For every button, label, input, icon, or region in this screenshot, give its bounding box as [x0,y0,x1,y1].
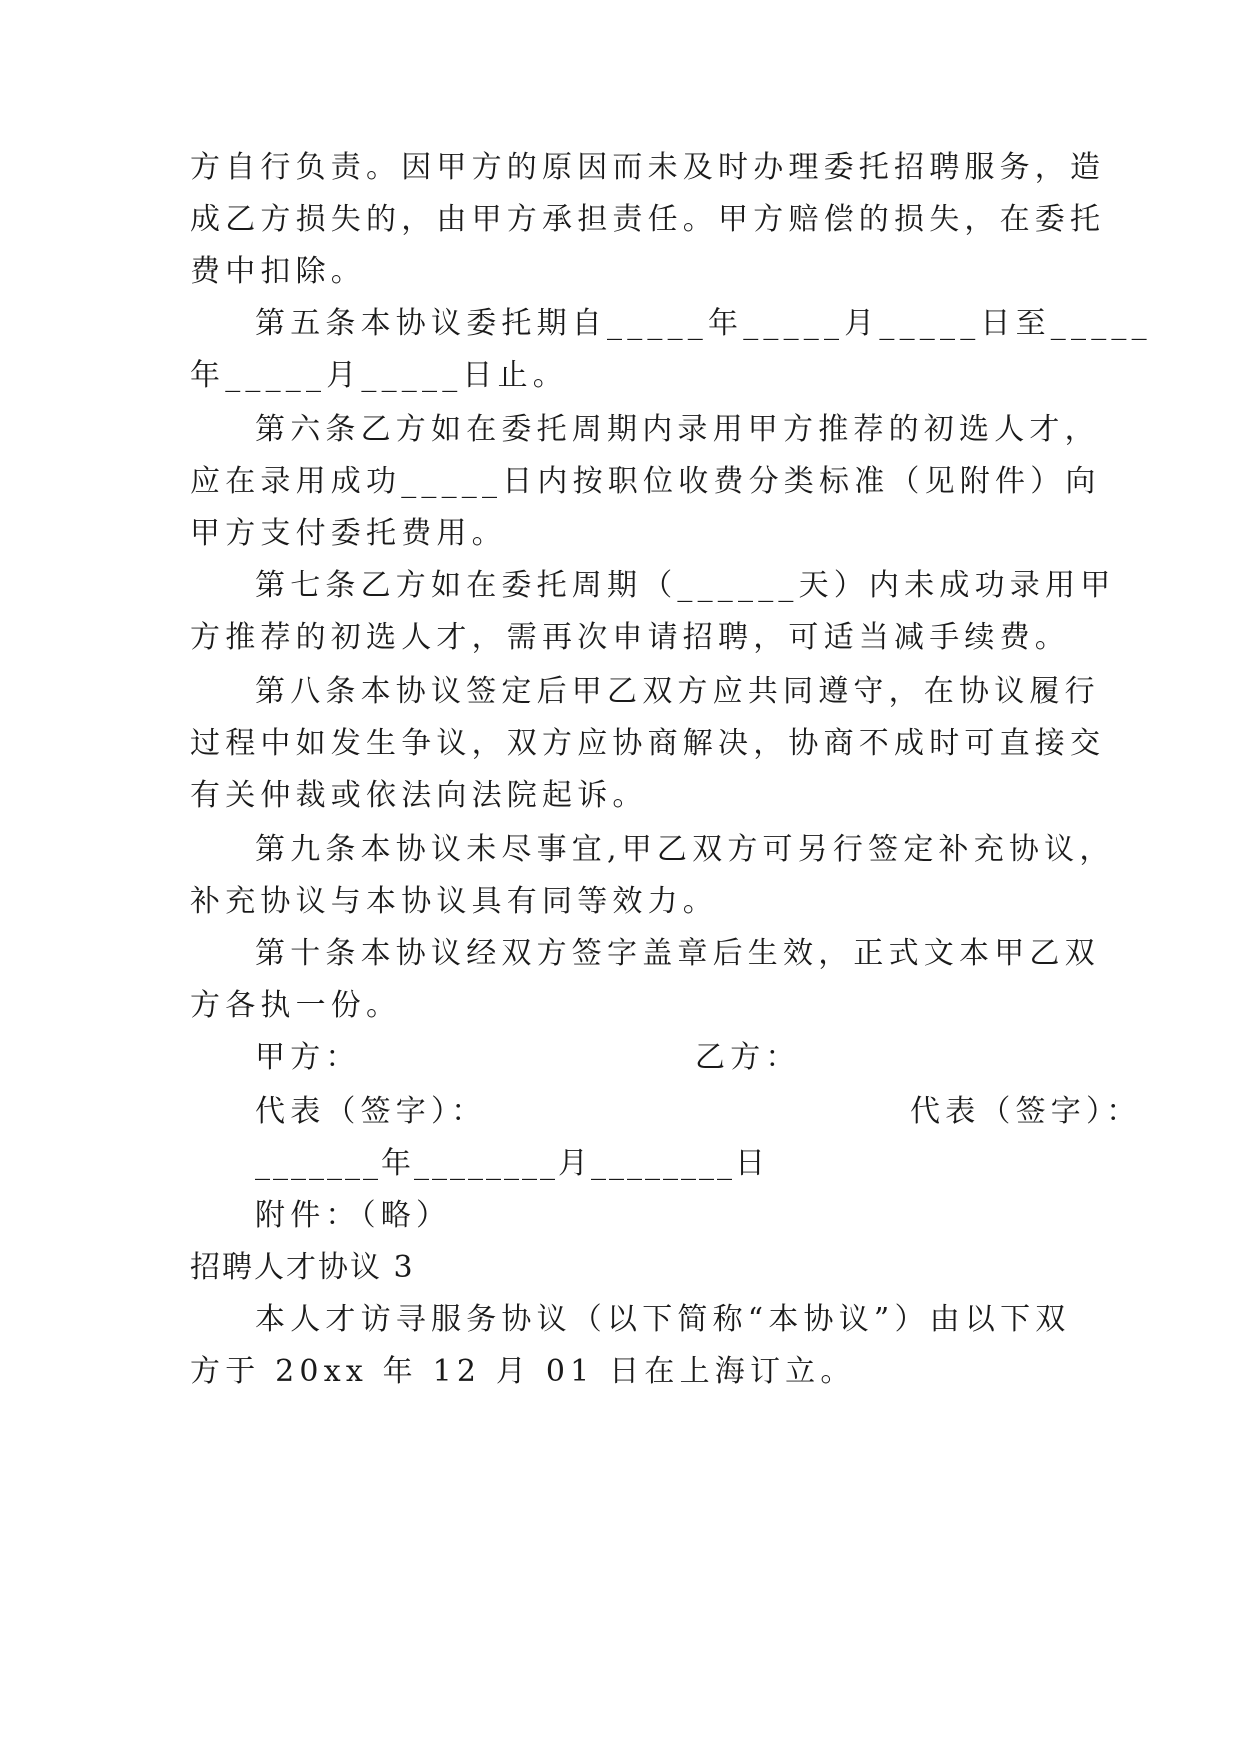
clause-9-line: 第九条本协议未尽事宜,甲乙双方可另行签定补充协议， [255,832,1115,867]
paragraph-line: 成乙方损失的，由甲方承担责任。甲方赔偿的损失，在委托 [190,202,1106,237]
clause-7-line: 方推荐的初选人才，需再次申请招聘，可适当减手续费。 [190,620,1070,655]
section-title: 招聘人才协议 3 [190,1250,415,1285]
section-3-intro-line: 方于 20xx 年 12 月 01 日在上海订立。 [190,1354,856,1389]
rep-a-label: 代表（签字）： [255,1094,487,1129]
clause-5-line: 年_____月_____日止。 [190,358,568,393]
signature-date: _______年________月________日 [255,1146,768,1181]
clause-8-line: 有关仲裁或依法向法院起诉。 [190,778,648,813]
clause-6-line: 甲方支付委托费用。 [190,516,507,551]
clause-6-line: 应在录用成功_____日内按职位收费分类标准（见附件）向 [190,464,1101,499]
clause-8-line: 第八条本协议签定后甲乙双方应共同遵守，在协议履行 [255,674,1100,709]
clause-8-line: 过程中如发生争议，双方应协商解决，协商不成时可直接交 [190,726,1106,761]
paragraph-line: 费中扣除。 [190,254,366,289]
rep-b-label: 代表（签字）： [910,1094,1142,1129]
clause-10-line: 第十条本协议经双方签字盖章后生效，正式文本甲乙双 [255,936,1100,971]
clause-10-line: 方各执一份。 [190,988,402,1023]
section-3-intro-line: 本人才访寻服务协议（以下简称“本协议”）由以下双 [255,1302,1071,1337]
signature-parties [255,1032,1125,1084]
clause-6-line: 第六条乙方如在委托周期内录用甲方推荐的初选人才， [255,412,1100,447]
paragraph-line: 方自行负责。因甲方的原因而未及时办理委托招聘服务，造 [190,150,1106,185]
attachment-note: 附件：（略） [255,1198,452,1233]
clause-7-line: 第七条乙方如在委托周期（______天）内未成功录用甲 [255,568,1116,603]
party-a-label: 甲方： [255,1040,361,1075]
clause-5-line: 第五条本协议委托期自_____年_____月_____日至_____ [255,306,1152,341]
signature-representatives [255,1086,1142,1138]
clause-9-line: 补充协议与本协议具有同等效力。 [190,884,718,919]
party-b-label: 乙方： [695,1040,801,1075]
